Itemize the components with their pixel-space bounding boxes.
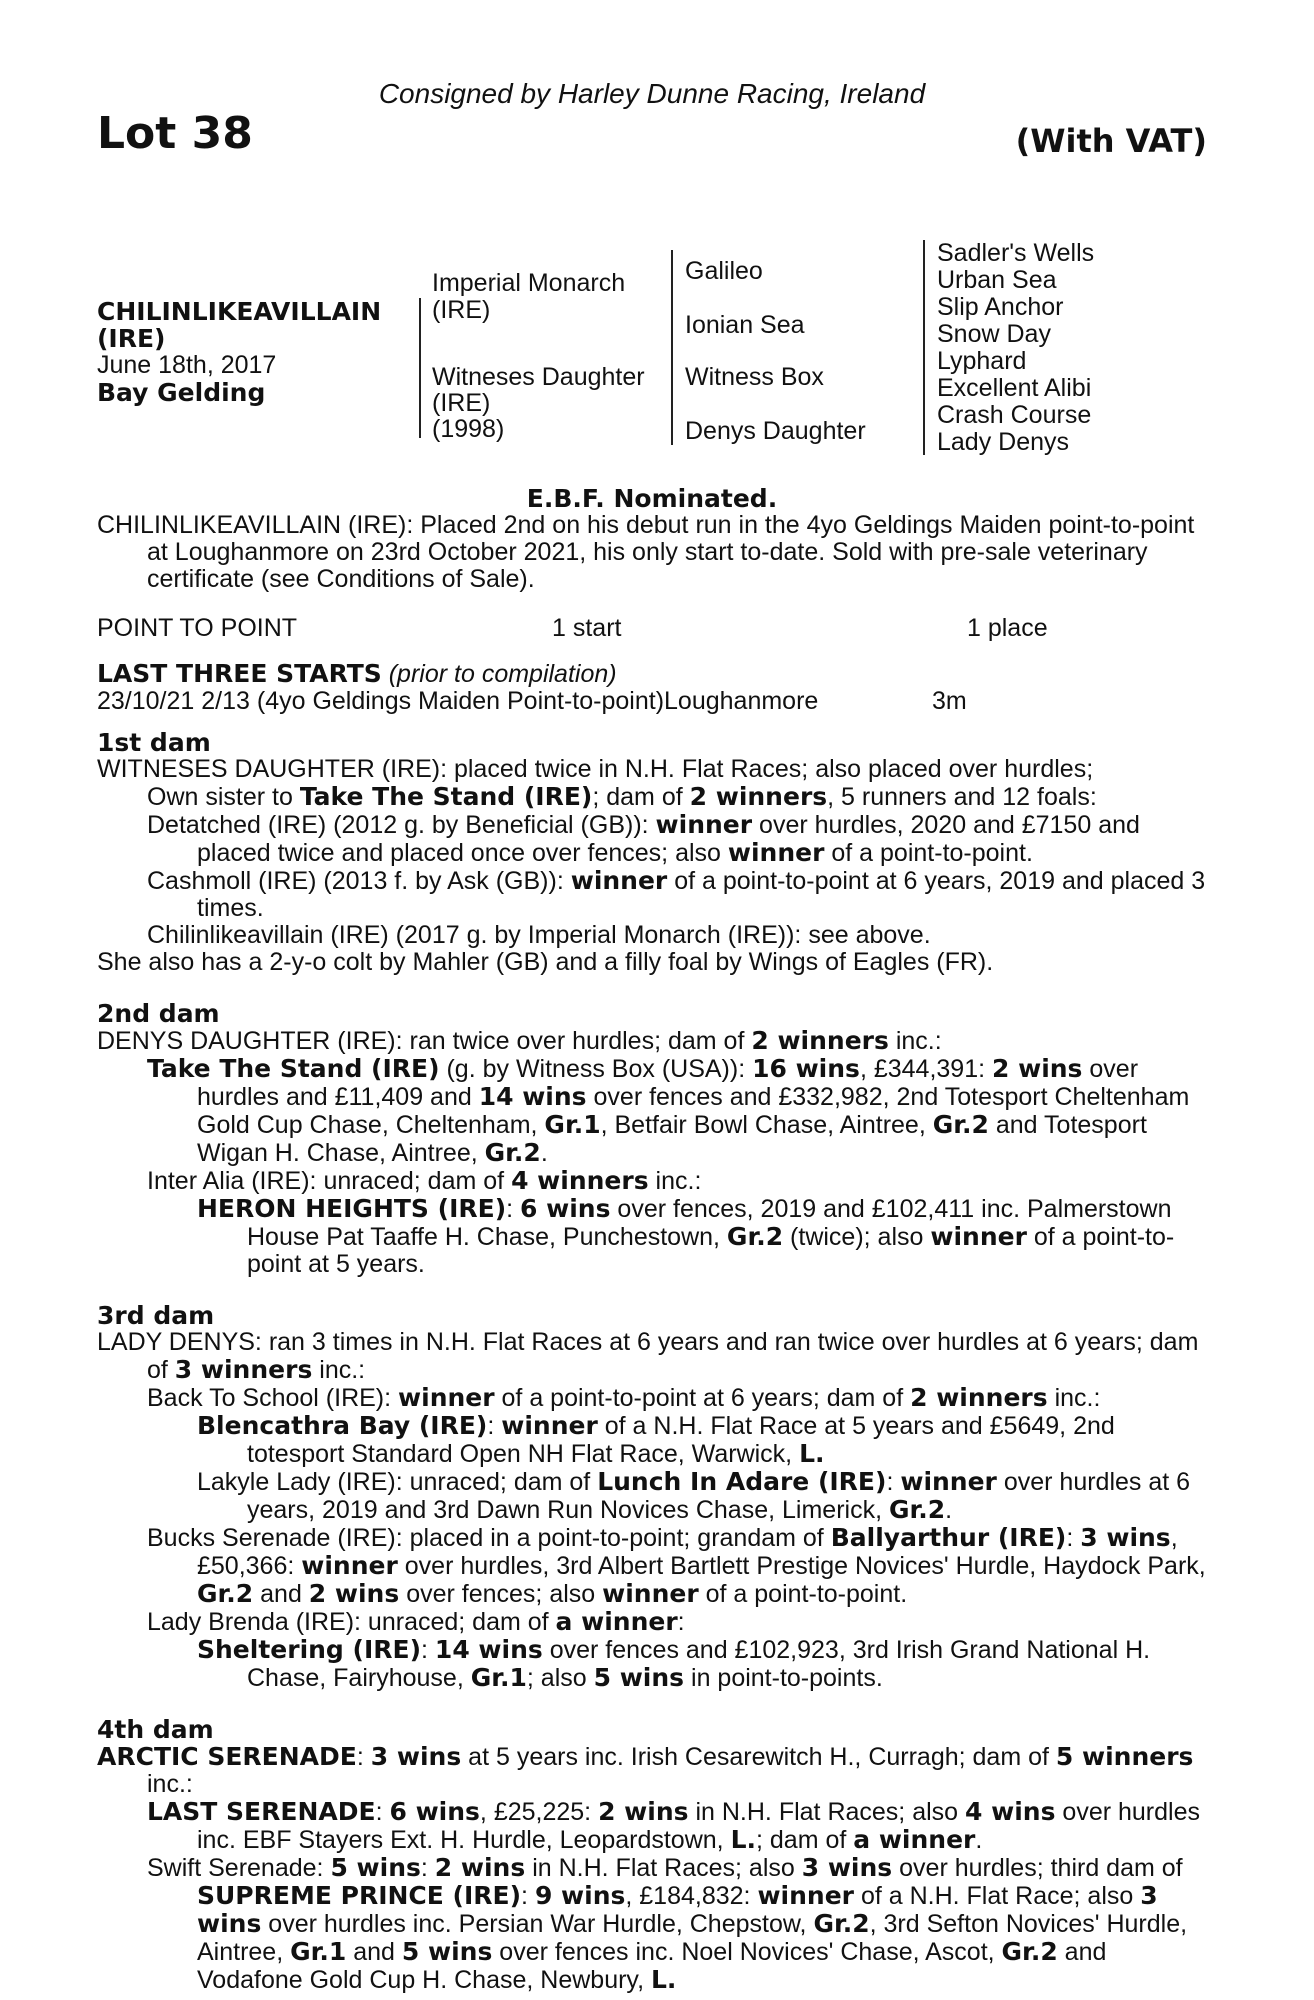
consignor-line: Consigned by Harley Dunne Racing, Ireland <box>378 78 926 109</box>
record-starts: 1 start <box>552 614 622 642</box>
horse-foaled: June 18th, 2017 <box>97 351 277 379</box>
dam2-heading: 2nd dam <box>97 999 220 1028</box>
pedigree-gen3-1: Sadler's Wells <box>937 239 1095 267</box>
horse-intro: CHILINLIKEAVILLAIN (IRE): Placed 2nd on his debut run in the 4yo Geldings Maiden point-to-point at Loughanmore on 23rd October 2021, his only start to-date. Sold with pre-sale veterinary certificate (see Conditions of Sale). <box>97 511 1195 593</box>
pedigree-divider <box>923 240 925 455</box>
dam1-heading: 1st dam <box>97 728 211 757</box>
pedigree-gen3-4: Snow Day <box>937 320 1051 348</box>
pedigree-gen3-8: Lady Denys <box>937 428 1070 456</box>
record-places: 1 place <box>967 614 1048 642</box>
record-label: POINT TO POINT <box>97 614 298 642</box>
dam3-lady-brenda: Lady Brenda (IRE): unraced; dam of a winner: <box>147 1607 685 1636</box>
dam4-swift-serenade: Swift Serenade: 5 wins: 2 wins in N.H. Flat Races; also 3 wins over hurdles; third dam of SUPREME PRINCE (IRE): 9 wins, £184,832: winner of a N.H. Flat Race; also 3 wins over hurdles inc. Persian War Hurdle, Chepstow, Gr.2, 3rd Sefton Novices' Hurdle, Aintree, Gr.1 and 5 wins over fences inc. Noel Novices' Chase, Ascot, Gr.2 and Vodafone Gold Cup H. Chase, Newbury, L. <box>147 1853 1188 1994</box>
dam2-line: DENYS DAUGHTER (IRE): ran twice over hurdles; dam of 2 winners inc.: <box>97 1026 942 1055</box>
dam1-produce-chilin: Chilinlikeavillain (IRE) (2017 g. by Imperial Monarch (IRE)): see above. <box>147 921 931 949</box>
dam1-also: She also has a 2-y-o colt by Mahler (GB) and a filly foal by Wings of Eagles (FR). <box>97 948 994 976</box>
lot-number: Lot 38 <box>97 108 253 159</box>
dam4-heading: 4th dam <box>97 1715 214 1744</box>
pedigree-dam-dam: Denys Daughter <box>685 417 866 445</box>
dam2-heron-heights: HERON HEIGHTS (IRE): 6 wins over fences, 2019 and £102,411 inc. Palmerstown House Pat Taaffe H. Chase, Punchestown, Gr.2 (twice); also winner of a point-to-point at 5 years. <box>197 1194 1175 1278</box>
last-three-row: 23/10/21 2/13 (4yo Geldings Maiden Point-to-point)Loughanmore 3m <box>97 687 967 715</box>
pedigree-dam-suffix: (IRE) <box>432 389 491 417</box>
pedigree-sire-sire: Galileo <box>685 257 763 285</box>
pedigree-gen3-2: Urban Sea <box>937 266 1057 294</box>
ebf-nominated: E.B.F. Nominated. <box>526 484 778 513</box>
dam3-line: LADY DENYS: ran 3 times in N.H. Flat Races at 6 years and ran twice over hurdles at 6 years; dam of 3 winners inc.: <box>97 1328 1199 1384</box>
dam4-line: ARCTIC SERENADE: 3 wins at 5 years inc. Irish Cesarewitch H., Curragh; dam of 5 winners inc.: <box>97 1742 1194 1798</box>
pedigree-dam: Witneses Daughter <box>432 363 645 391</box>
dam4-last-serenade: LAST SERENADE: 6 wins, £25,225: 2 wins in N.H. Flat Races; also 4 wins over hurdles inc. EBF Stayers Ext. H. Hurdle, Leopardstown, L.; dam of a winner. <box>147 1797 1200 1854</box>
dam1-own-sister: Own sister to Take The Stand (IRE); dam of 2 winners, 5 runners and 12 foals: <box>147 782 1097 811</box>
dam3-heading: 3rd dam <box>97 1301 215 1330</box>
dam3-bucks-serenade: Bucks Serenade (IRE): placed in a point-to-point; grandam of Ballyarthur (IRE): 3 wins, £50,366: winner over hurdles, 3rd Albert Bartlett Prestige Novices' Hurdle, Haydock Park, Gr.2 and 2 wins over fences; also winner of a point-to-point. <box>147 1523 1206 1608</box>
horse-country: (IRE) <box>97 324 166 353</box>
last-three-heading: LAST THREE STARTS (prior to compilation) <box>97 659 617 688</box>
pedigree-divider <box>671 250 673 445</box>
pedigree-divider <box>419 298 421 438</box>
dam3-lakyle-lady: Lakyle Lady (IRE): unraced; dam of Lunch In Adare (IRE): winner over hurdles at 6 years, 2019 and 3rd Dawn Run Novices Chase, Limerick, Gr.2. <box>197 1467 1191 1524</box>
pedigree-sire-dam: Ionian Sea <box>685 311 805 339</box>
pedigree-dam-year: (1998) <box>432 415 505 443</box>
pedigree-gen3-5: Lyphard <box>937 347 1027 375</box>
pedigree-gen3-7: Crash Course <box>937 401 1092 429</box>
dam2-take-the-stand: Take The Stand (IRE) (g. by Witness Box (USA)): 16 wins, £344,391: 2 wins over hurdles and £11,409 and 14 wins over fences and £332,982, 2nd Totesport Cheltenham Gold Cup Chase, Cheltenham, Gr.1, Betfair Bowl Chase, Aintree, Gr.2 and Totesport Wigan H. Chase, Aintree, Gr.2. <box>147 1054 1190 1167</box>
dam1-produce-cashmoll: Cashmoll (IRE) (2013 f. by Ask (GB)): winner of a point-to-point at 6 years, 2019 and placed 3 times. <box>147 866 1206 922</box>
dam3-back-to-school: Back To School (IRE): winner of a point-to-point at 6 years; dam of 2 winners inc.: <box>147 1383 1101 1412</box>
dam1-line: WITNESES DAUGHTER (IRE): placed twice in N.H. Flat Races; also placed over hurdles; <box>97 755 1094 783</box>
dam3-blencathra-bay: Blencathra Bay (IRE): winner of a N.H. Flat Race at 5 years and £5649, 2nd totesport Standard Open NH Flat Race, Warwick, L. <box>197 1411 1115 1468</box>
horse-name: CHILINLIKEAVILLAIN <box>97 297 382 326</box>
pedigree-dam-sire: Witness Box <box>685 363 824 391</box>
pedigree-sire-suffix: (IRE) <box>432 296 491 324</box>
pedigree-sire: Imperial Monarch <box>432 269 626 297</box>
vat-note: (With VAT) <box>1015 122 1207 160</box>
dam3-sheltering: Sheltering (IRE): 14 wins over fences and £102,923, 3rd Irish Grand National H. Chase, Fairyhouse, Gr.1; also 5 wins in point-to-points. <box>197 1635 1151 1692</box>
pedigree-gen3-3: Slip Anchor <box>937 293 1064 321</box>
pedigree-gen3-6: Excellent Alibi <box>937 374 1092 402</box>
dam2-inter-alia: Inter Alia (IRE): unraced; dam of 4 winners inc.: <box>147 1166 702 1195</box>
catalogue-body <box>97 485 1207 1994</box>
horse-description: Bay Gelding <box>97 378 266 407</box>
pedigree-table <box>97 240 1207 460</box>
dam1-produce-detatched: Detatched (IRE) (2012 g. by Beneficial (GB)): winner over hurdles, 2020 and £7150 and placed twice and placed once over fences; also winner of a point-to-point. <box>147 810 1140 867</box>
horse-info <box>97 298 417 406</box>
race-record <box>97 615 1207 642</box>
